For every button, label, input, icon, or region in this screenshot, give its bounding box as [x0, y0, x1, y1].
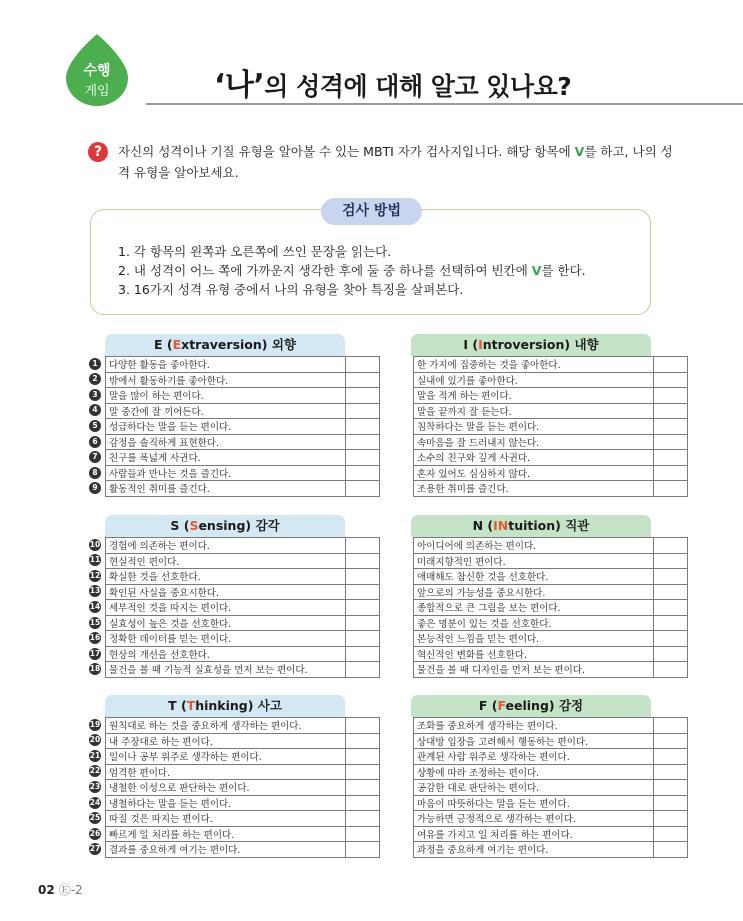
statement-right: 혼자 있어도 심심하지 않다.: [414, 465, 654, 481]
checkbox-right[interactable]: [654, 419, 688, 435]
survey-table: [105, 356, 688, 497]
item-number: 26: [89, 828, 101, 838]
checkbox-right[interactable]: [654, 372, 688, 388]
statement-right: 속마음을 잘 드러내지 않는다.: [414, 434, 654, 450]
table-row: [106, 450, 688, 466]
checkbox-left[interactable]: [346, 646, 380, 662]
page-number: 02: [38, 883, 55, 897]
checkbox-right[interactable]: [654, 662, 688, 678]
table-row: [106, 357, 688, 373]
table-row: [106, 600, 688, 616]
checkbox-left[interactable]: [346, 842, 380, 858]
table-row: [106, 419, 688, 435]
section-header-right: I (Introversion) 내향: [411, 334, 651, 356]
checkbox-right[interactable]: [654, 780, 688, 796]
page-footer: [38, 881, 83, 898]
table-row: [106, 811, 688, 827]
gap: [380, 662, 414, 678]
item-number: 4: [89, 404, 101, 416]
item-number: 1: [89, 358, 101, 370]
item-number: 11: [89, 555, 101, 565]
checkbox-right[interactable]: [654, 569, 688, 585]
page-code: Ⓔ-2: [58, 883, 83, 897]
statement-right: 마음이 따뜻하다는 말을 듣는 편이다.: [414, 795, 654, 811]
statement-right: 상대방 입장을 고려해서 행동하는 편이다.: [414, 733, 654, 749]
gap: [380, 842, 414, 858]
statement-left: 활동적인 취미를 즐긴다.: [106, 481, 346, 497]
gap: [380, 795, 414, 811]
statement-left: 현실적인 편이다.: [106, 553, 346, 569]
item-number: 10: [89, 539, 101, 549]
badge-label-bottom: 게임: [84, 84, 110, 99]
checkbox-left[interactable]: [346, 826, 380, 842]
gap: [380, 357, 414, 373]
checkmark-icon: V: [531, 263, 542, 278]
statement-right: 침착하다는 말을 듣는 편이다.: [414, 419, 654, 435]
gap: [380, 584, 414, 600]
method-steps: [118, 242, 586, 299]
section-header-right: N (INtuition) 직관: [411, 515, 651, 537]
item-number: 3: [89, 389, 101, 401]
method-step: 2. 내 성격이 어느 쪽에 가까운지 생각한 후에 둘 중 하나를 선택하여 빈칸에 V를 한다.: [118, 263, 586, 278]
page-title: ‘나’의 성격에 대해 알고 있나요?: [214, 68, 572, 103]
statement-left: 냉철한 이성으로 판단하는 편이다.: [106, 780, 346, 796]
title-divider: [146, 103, 743, 105]
survey-table: [105, 717, 688, 858]
question-icon: ?: [88, 142, 108, 162]
statement-left: 일이나 공부 위주로 생각하는 편이다.: [106, 749, 346, 765]
checkbox-left[interactable]: [346, 718, 380, 734]
gap: [380, 434, 414, 450]
table-row: [106, 631, 688, 647]
checkbox-left[interactable]: [346, 569, 380, 585]
checkbox-right[interactable]: [654, 357, 688, 373]
statement-left: 확실한 것을 선호한다.: [106, 569, 346, 585]
checkbox-left[interactable]: [346, 538, 380, 554]
gap: [380, 826, 414, 842]
statement-left: 성급하다는 말을 듣는 편이다.: [106, 419, 346, 435]
table-row: [106, 826, 688, 842]
statement-left: 감정을 솔직하게 표현한다.: [106, 434, 346, 450]
checkbox-right[interactable]: [654, 826, 688, 842]
checkbox-right[interactable]: [654, 538, 688, 554]
checkbox-right[interactable]: [654, 811, 688, 827]
checkbox-right[interactable]: [654, 450, 688, 466]
checkmark-icon: V: [574, 144, 585, 159]
statement-left: 원칙대로 하는 것을 중요하게 생각하는 편이다.: [106, 718, 346, 734]
statement-right: 아이디어에 의존하는 편이다.: [414, 538, 654, 554]
gap: [380, 600, 414, 616]
section-header-left: S (Sensing) 감각: [105, 515, 345, 537]
statement-left: 밖에서 활동하기를 좋아한다.: [106, 372, 346, 388]
checkbox-left[interactable]: [346, 434, 380, 450]
checkbox-left[interactable]: [346, 357, 380, 373]
checkbox-left[interactable]: [346, 811, 380, 827]
gap: [380, 450, 414, 466]
statement-left: 친구를 폭넓게 사귄다.: [106, 450, 346, 466]
gap: [380, 403, 414, 419]
statement-left: 결과를 중요하게 여기는 편이다.: [106, 842, 346, 858]
item-number: 20: [89, 735, 101, 745]
statement-left: 세부적인 것을 따지는 편이다.: [106, 600, 346, 616]
statement-left: 빠르게 일 처리를 하는 편이다.: [106, 826, 346, 842]
table-row: [106, 615, 688, 631]
checkbox-left[interactable]: [346, 388, 380, 404]
checkbox-left[interactable]: [346, 584, 380, 600]
checkbox-right[interactable]: [654, 584, 688, 600]
table-row: [106, 434, 688, 450]
checkbox-left[interactable]: [346, 403, 380, 419]
table-row: [106, 465, 688, 481]
statement-left: 내 주장대로 하는 편이다.: [106, 733, 346, 749]
checkbox-right[interactable]: [654, 733, 688, 749]
activity-badge: [62, 30, 132, 106]
statement-left: 엄격한 편이다.: [106, 764, 346, 780]
gap: [380, 733, 414, 749]
item-number: 19: [89, 719, 101, 729]
gap: [380, 569, 414, 585]
table-row: [106, 780, 688, 796]
table-row: [106, 553, 688, 569]
checkbox-left[interactable]: [346, 450, 380, 466]
item-number: 23: [89, 781, 101, 791]
statement-right: 관계된 사람 위주로 생각하는 편이다.: [414, 749, 654, 765]
gap: [380, 553, 414, 569]
checkbox-right[interactable]: [654, 553, 688, 569]
statement-right: 좋은 명분이 있는 것을 선호한다.: [414, 615, 654, 631]
checkbox-right[interactable]: [654, 718, 688, 734]
checkbox-right[interactable]: [654, 631, 688, 647]
item-number: 6: [89, 436, 101, 448]
item-number: 15: [89, 617, 101, 627]
item-number: 13: [89, 586, 101, 596]
gap: [380, 780, 414, 796]
statement-right: 과정을 중요하게 여기는 편이다.: [414, 842, 654, 858]
gap: [380, 465, 414, 481]
checkbox-left[interactable]: [346, 764, 380, 780]
section-header-right: F (Feeling) 감정: [411, 695, 651, 717]
statement-right: 조화를 중요하게 생각하는 편이다.: [414, 718, 654, 734]
item-number: 18: [89, 664, 101, 674]
statement-right: 공감한 대로 판단하는 편이다.: [414, 780, 654, 796]
table-row: [106, 842, 688, 858]
statement-left: 말을 많이 하는 편이다.: [106, 388, 346, 404]
statement-left: 냉철하다는 말을 듣는 편이다.: [106, 795, 346, 811]
gap: [380, 764, 414, 780]
checkbox-right[interactable]: [654, 764, 688, 780]
statement-left: 정확한 데이터를 믿는 편이다.: [106, 631, 346, 647]
checkbox-right[interactable]: [654, 749, 688, 765]
table-row: [106, 569, 688, 585]
table-row: [106, 733, 688, 749]
statement-left: 따질 것은 따지는 편이다.: [106, 811, 346, 827]
statement-right: 물건을 볼 때 디자인을 먼저 보는 편이다.: [414, 662, 654, 678]
survey-table: [105, 537, 688, 678]
table-row: [106, 764, 688, 780]
statement-right: 본능적인 느낌을 믿는 편이다.: [414, 631, 654, 647]
checkbox-left[interactable]: [346, 795, 380, 811]
statement-right: 말을 적게 하는 편이다.: [414, 388, 654, 404]
item-number: 2: [89, 373, 101, 385]
checkbox-left[interactable]: [346, 419, 380, 435]
gap: [380, 481, 414, 497]
gap: [380, 811, 414, 827]
table-row: [106, 538, 688, 554]
checkbox-right[interactable]: [654, 646, 688, 662]
statement-right: 실내에 있기를 좋아한다.: [414, 372, 654, 388]
statement-right: 애매해도 참신한 것을 선호한다.: [414, 569, 654, 585]
item-number: 24: [89, 797, 101, 807]
checkbox-right[interactable]: [654, 434, 688, 450]
statement-left: 말 중간에 잘 끼어든다.: [106, 403, 346, 419]
badge-label-top: 수행: [83, 63, 111, 79]
statement-left: 다양한 활동을 좋아한다.: [106, 357, 346, 373]
table-row: [106, 749, 688, 765]
checkbox-right[interactable]: [654, 388, 688, 404]
method-step: 3. 16가지 성격 유형 중에서 나의 유형을 찾아 특징을 살펴본다.: [118, 282, 464, 297]
gap: [380, 718, 414, 734]
table-row: [106, 481, 688, 497]
item-number: 25: [89, 813, 101, 823]
section-header-left: E (Extraversion) 외향: [105, 334, 345, 356]
statement-left: 현상의 개선을 선호한다.: [106, 646, 346, 662]
table-row: [106, 584, 688, 600]
table-row: [106, 372, 688, 388]
statement-left: 사람들과 만나는 것을 즐긴다.: [106, 465, 346, 481]
table-row: [106, 795, 688, 811]
table-row: [106, 662, 688, 678]
item-number: 9: [89, 482, 101, 494]
item-number: 16: [89, 633, 101, 643]
statement-right: 말을 끝까지 잘 듣는다.: [414, 403, 654, 419]
table-row: [106, 718, 688, 734]
statement-right: 가능하면 긍정적으로 생각하는 편이다.: [414, 811, 654, 827]
table-row: [106, 646, 688, 662]
statement-right: 한 가지에 집중하는 것을 좋아한다.: [414, 357, 654, 373]
item-number: 27: [89, 844, 101, 854]
table-row: [106, 388, 688, 404]
statement-right: 혁신적인 변화를 선호한다.: [414, 646, 654, 662]
checkbox-right[interactable]: [654, 795, 688, 811]
checkbox-left[interactable]: [346, 662, 380, 678]
checkbox-left[interactable]: [346, 600, 380, 616]
statement-right: 조용한 취미를 즐긴다.: [414, 481, 654, 497]
gap: [380, 646, 414, 662]
statement-left: 확인된 사실을 중요시한다.: [106, 584, 346, 600]
statement-right: 앞으로의 가능성을 중요시한다.: [414, 584, 654, 600]
checkbox-left[interactable]: [346, 780, 380, 796]
gap: [380, 615, 414, 631]
checkbox-left[interactable]: [346, 615, 380, 631]
gap: [380, 419, 414, 435]
gap: [380, 749, 414, 765]
item-number: 7: [89, 451, 101, 463]
item-number: 8: [89, 467, 101, 479]
gap: [380, 372, 414, 388]
checkbox-right[interactable]: [654, 465, 688, 481]
method-title: 검사 방법: [321, 198, 422, 225]
statement-right: 소수의 친구와 깊게 사귄다.: [414, 450, 654, 466]
checkbox-left[interactable]: [346, 481, 380, 497]
item-number: 22: [89, 766, 101, 776]
gap: [380, 388, 414, 404]
checkbox-left[interactable]: [346, 749, 380, 765]
item-number: 14: [89, 601, 101, 611]
method-step: 1. 각 항목의 왼쪽과 오른쪽에 쓰인 문장을 읽는다.: [118, 244, 392, 259]
statement-left: 경험에 의존하는 편이다.: [106, 538, 346, 554]
checkbox-left[interactable]: [346, 465, 380, 481]
checkbox-right[interactable]: [654, 403, 688, 419]
checkbox-left[interactable]: [346, 553, 380, 569]
gap: [380, 538, 414, 554]
statement-left: 물건을 볼 때 기능적 실효성을 먼저 보는 편이다.: [106, 662, 346, 678]
checkbox-right[interactable]: [654, 481, 688, 497]
checkbox-right[interactable]: [654, 615, 688, 631]
checkbox-left[interactable]: [346, 631, 380, 647]
statement-right: 상황에 따라 조정하는 편이다.: [414, 764, 654, 780]
statement-left: 실효성이 높은 것을 선호한다.: [106, 615, 346, 631]
item-number: 5: [89, 420, 101, 432]
gap: [380, 631, 414, 647]
table-row: [106, 403, 688, 419]
statement-right: 여유를 가지고 일 처리를 하는 편이다.: [414, 826, 654, 842]
item-number: 17: [89, 648, 101, 658]
statement-right: 종합적으로 큰 그림을 보는 편이다.: [414, 600, 654, 616]
checkbox-right[interactable]: [654, 842, 688, 858]
checkbox-left[interactable]: [346, 733, 380, 749]
checkbox-right[interactable]: [654, 600, 688, 616]
checkbox-left[interactable]: [346, 372, 380, 388]
item-number: 21: [89, 750, 101, 760]
item-number: 12: [89, 570, 101, 580]
intro-text: 자신의 성격이나 기질 유형을 알아볼 수 있는 MBTI 자가 검사지입니다. 해당 항목에 V를 하고, 나의 성격 유형을 알아보세요.: [118, 144, 673, 180]
statement-right: 미래지향적인 편이다.: [414, 553, 654, 569]
section-header-left: T (Thinking) 사고: [105, 695, 345, 717]
